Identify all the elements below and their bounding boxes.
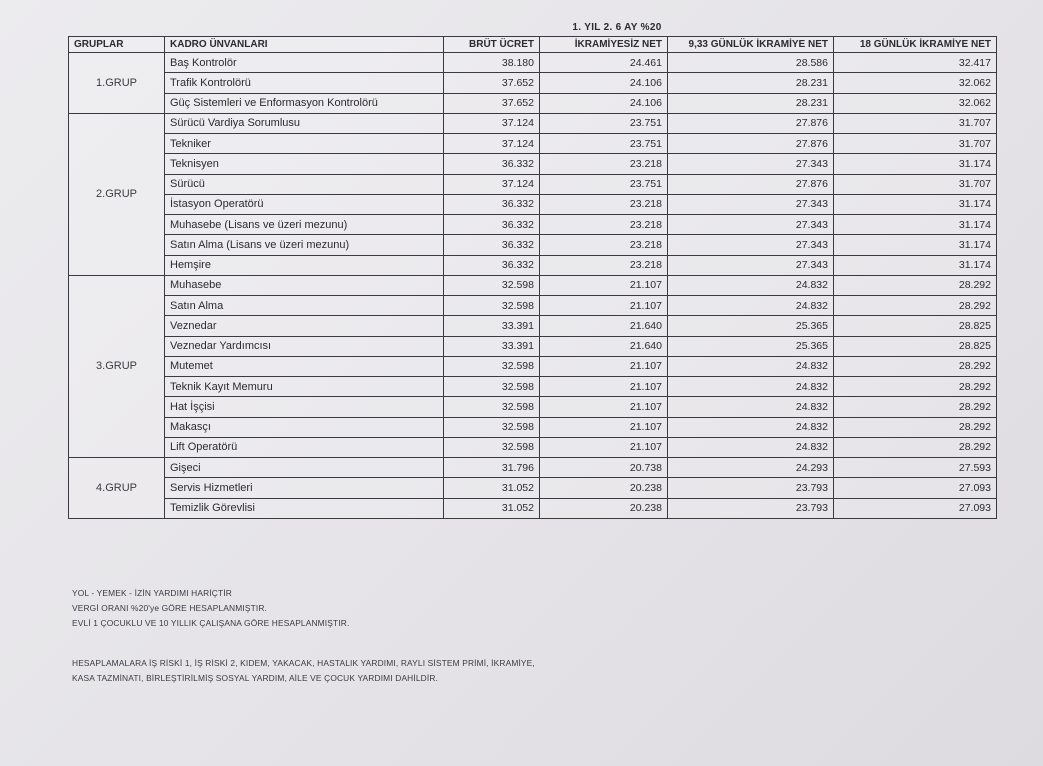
cell-net-18-bonus: 31.174 [834,215,997,235]
cell-gross: 32.598 [444,397,540,417]
cell-gross: 36.332 [444,194,540,214]
cell-net-933-bonus: 25.365 [668,336,834,356]
note-line: HESAPLAMALARA İŞ RİSKİ 1, İŞ RİSKİ 2, KIDEM, YAKACAK, HASTALIK YARDIMI, RAYLI SİSTEM PRİMİ, İKRAMİYE, [72,658,535,668]
notes-extra-block [72,656,535,686]
cell-title: Veznedar [165,316,444,336]
header-net-no-bonus: İKRAMİYESİZ NET [540,37,668,53]
table-row [69,296,997,316]
header-net-933-bonus: 9,33 GÜNLÜK İKRAMİYE NET [668,37,834,53]
cell-net-no-bonus: 20.238 [540,498,668,518]
cell-net-18-bonus: 27.093 [834,478,997,498]
cell-net-18-bonus: 31.174 [834,194,997,214]
cell-net-18-bonus: 28.292 [834,437,997,457]
cell-net-no-bonus: 21.640 [540,316,668,336]
header-row [69,37,997,53]
cell-title: Hat İşçisi [165,397,444,417]
cell-title: Teknik Kayıt Memuru [165,377,444,397]
cell-net-no-bonus: 20.738 [540,458,668,478]
table-row [69,397,997,417]
cell-net-933-bonus: 23.793 [668,498,834,518]
cell-net-18-bonus: 31.174 [834,154,997,174]
cell-gross: 37.652 [444,73,540,93]
table-row [69,356,997,376]
cell-gross: 37.124 [444,174,540,194]
table-row [69,275,997,295]
cell-title: Satın Alma [165,296,444,316]
cell-title: Satın Alma (Lisans ve üzeri mezunu) [165,235,444,255]
table-row [69,154,997,174]
group-cell: 4.GRUP [69,458,165,519]
table-caption: 1. YIL 2. 6 AY %20 [572,22,662,33]
header-titles: KADRO ÜNVANLARI [165,37,444,53]
cell-net-18-bonus: 32.062 [834,93,997,113]
cell-net-933-bonus: 28.231 [668,93,834,113]
cell-gross: 32.598 [444,437,540,457]
cell-net-933-bonus: 24.832 [668,356,834,376]
cell-net-18-bonus: 31.174 [834,255,997,275]
cell-net-18-bonus: 31.707 [834,134,997,154]
cell-gross: 32.598 [444,377,540,397]
cell-net-18-bonus: 28.292 [834,356,997,376]
cell-gross: 37.124 [444,113,540,133]
cell-net-933-bonus: 27.343 [668,255,834,275]
cell-gross: 32.598 [444,417,540,437]
cell-title: Teknisyen [165,154,444,174]
cell-net-18-bonus: 27.093 [834,498,997,518]
cell-net-18-bonus: 32.417 [834,53,997,73]
cell-net-933-bonus: 24.293 [668,458,834,478]
table-row [69,134,997,154]
cell-title: Muhasebe [165,275,444,295]
table-row [69,498,997,518]
cell-title: Tekniker [165,134,444,154]
cell-net-933-bonus: 25.365 [668,316,834,336]
table-row [69,377,997,397]
cell-net-18-bonus: 28.292 [834,275,997,295]
cell-net-18-bonus: 27.593 [834,458,997,478]
cell-net-933-bonus: 27.876 [668,174,834,194]
table-row [69,417,997,437]
cell-net-no-bonus: 24.106 [540,73,668,93]
cell-net-no-bonus: 21.107 [540,356,668,376]
cell-net-933-bonus: 27.343 [668,154,834,174]
cell-title: Gişeci [165,458,444,478]
cell-net-18-bonus: 31.174 [834,235,997,255]
cell-gross: 31.052 [444,498,540,518]
cell-net-933-bonus: 24.832 [668,417,834,437]
cell-gross: 33.391 [444,316,540,336]
cell-net-933-bonus: 28.231 [668,73,834,93]
cell-net-933-bonus: 24.832 [668,437,834,457]
cell-net-933-bonus: 24.832 [668,377,834,397]
cell-net-18-bonus: 31.707 [834,174,997,194]
table-row [69,437,997,457]
note-line: EVLİ 1 ÇOCUKLU VE 10 YILLIK ÇALIŞANA GÖRE HESAPLANMIŞTIR. [72,618,350,628]
cell-net-18-bonus: 28.292 [834,296,997,316]
cell-net-no-bonus: 23.751 [540,174,668,194]
cell-net-933-bonus: 24.832 [668,397,834,417]
table-row [69,316,997,336]
salary-table [68,36,997,519]
cell-net-no-bonus: 20.238 [540,478,668,498]
group-cell: 2.GRUP [69,113,165,275]
cell-net-933-bonus: 27.876 [668,113,834,133]
cell-title: Mutemet [165,356,444,376]
note-line: VERGİ ORANI %20'ye GÖRE HESAPLANMIŞTIR. [72,603,268,613]
cell-gross: 32.598 [444,275,540,295]
cell-net-18-bonus: 31.707 [834,113,997,133]
cell-net-no-bonus: 23.218 [540,255,668,275]
cell-title: Trafik Kontrolörü [165,73,444,93]
cell-title: Baş Kontrolör [165,53,444,73]
cell-net-no-bonus: 21.107 [540,275,668,295]
table-row [69,235,997,255]
table-row [69,53,997,73]
cell-gross: 36.332 [444,235,540,255]
table-body [69,53,997,519]
cell-net-933-bonus: 24.832 [668,275,834,295]
cell-gross: 36.332 [444,215,540,235]
note-line: YOL - YEMEK - İZİN YARDIMI HARİÇTİR [72,588,232,598]
cell-net-no-bonus: 24.461 [540,53,668,73]
cell-net-933-bonus: 27.343 [668,235,834,255]
cell-title: Lift Operatörü [165,437,444,457]
cell-net-no-bonus: 21.107 [540,296,668,316]
cell-gross: 36.332 [444,255,540,275]
cell-title: Makasçı [165,417,444,437]
table-row [69,255,997,275]
cell-net-933-bonus: 27.343 [668,194,834,214]
cell-title: Sürücü Vardiya Sorumlusu [165,113,444,133]
cell-title: Hemşire [165,255,444,275]
cell-gross: 38.180 [444,53,540,73]
cell-net-no-bonus: 23.751 [540,134,668,154]
cell-net-no-bonus: 21.107 [540,417,668,437]
cell-net-18-bonus: 32.062 [834,73,997,93]
cell-net-18-bonus: 28.292 [834,397,997,417]
cell-net-no-bonus: 23.218 [540,154,668,174]
cell-net-no-bonus: 21.107 [540,377,668,397]
table-row [69,174,997,194]
table-row [69,93,997,113]
cell-net-933-bonus: 24.832 [668,296,834,316]
cell-net-no-bonus: 23.751 [540,113,668,133]
table-row [69,194,997,214]
table-row [69,113,997,133]
cell-net-933-bonus: 27.876 [668,134,834,154]
cell-gross: 33.391 [444,336,540,356]
cell-net-no-bonus: 23.218 [540,235,668,255]
cell-gross: 37.124 [444,134,540,154]
table-row [69,215,997,235]
table-row [69,336,997,356]
cell-net-18-bonus: 28.825 [834,316,997,336]
cell-net-no-bonus: 23.218 [540,215,668,235]
group-cell: 3.GRUP [69,275,165,457]
header-groups: GRUPLAR [69,37,165,53]
cell-net-933-bonus: 28.586 [668,53,834,73]
cell-gross: 31.052 [444,478,540,498]
header-net-18-bonus: 18 GÜNLÜK İKRAMİYE NET [834,37,997,53]
cell-net-18-bonus: 28.292 [834,377,997,397]
cell-gross: 37.652 [444,93,540,113]
cell-net-933-bonus: 27.343 [668,215,834,235]
cell-net-933-bonus: 23.793 [668,478,834,498]
cell-title: Muhasebe (Lisans ve üzeri mezunu) [165,215,444,235]
notes-block [72,586,349,631]
header-gross: BRÜT ÜCRET [444,37,540,53]
cell-title: Temizlik Görevlisi [165,498,444,518]
cell-gross: 32.598 [444,296,540,316]
table-row [69,73,997,93]
cell-gross: 32.598 [444,356,540,376]
cell-net-no-bonus: 21.107 [540,397,668,417]
cell-title: Veznedar Yardımcısı [165,336,444,356]
cell-gross: 36.332 [444,154,540,174]
cell-net-no-bonus: 21.640 [540,336,668,356]
cell-title: Sürücü [165,174,444,194]
cell-title: İstasyon Operatörü [165,194,444,214]
cell-net-no-bonus: 21.107 [540,437,668,457]
cell-title: Güç Sistemleri ve Enformasyon Kontrolörü [165,93,444,113]
cell-title: Servis Hizmetleri [165,478,444,498]
table-row [69,458,997,478]
cell-gross: 31.796 [444,458,540,478]
table-row [69,478,997,498]
note-line: KASA TAZMİNATI, BİRLEŞTİRİLMİŞ SOSYAL YARDIM, AİLE VE ÇOCUK YARDIMI DAHİLDİR. [72,673,439,683]
group-cell: 1.GRUP [69,53,165,114]
cell-net-no-bonus: 23.218 [540,194,668,214]
cell-net-no-bonus: 24.106 [540,93,668,113]
cell-net-18-bonus: 28.292 [834,417,997,437]
cell-net-18-bonus: 28.825 [834,336,997,356]
